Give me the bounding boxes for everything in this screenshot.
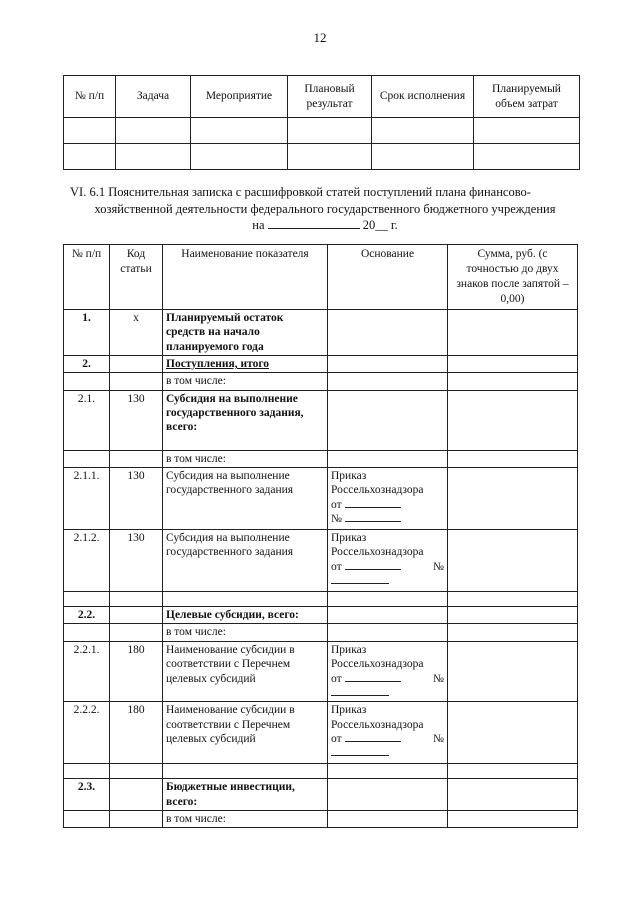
table-cell[interactable] [288,144,372,170]
row-sum[interactable] [448,373,578,390]
table-row [64,702,578,764]
col-header-name: Наименование показателя [163,245,328,310]
row-name: Планируемый остаток средств на начало планируемого года [163,309,328,355]
row-sum[interactable] [448,309,578,355]
row-code: 180 [110,641,163,702]
table-cell[interactable] [64,118,116,144]
row-code [110,373,163,390]
date-blank-field[interactable] [268,219,360,229]
basis-order: Приказ Россельхознадзора [331,704,424,731]
number-blank-field[interactable] [345,512,401,522]
table-cell[interactable] [372,118,474,144]
table-row [64,624,578,641]
date-blank-field[interactable] [345,498,401,508]
row-basis[interactable] [328,450,448,467]
table-cell[interactable] [64,144,116,170]
row-basis[interactable] [328,624,448,641]
row-sum[interactable] [448,450,578,467]
col-header-task: Задача [116,76,191,118]
activities-table [63,75,580,170]
income-explanation-table [63,244,578,828]
basis-number [331,746,444,760]
row-basis[interactable] [328,811,448,828]
basis-no-label: № [331,513,342,526]
table-row [64,355,578,372]
basis-date [331,672,444,686]
table-cell[interactable] [191,118,288,144]
row-sum[interactable] [448,592,578,607]
table-cell[interactable] [116,118,191,144]
row-num: 2. [64,355,110,372]
row-code [110,450,163,467]
row-basis[interactable] [328,390,448,450]
row-num [64,764,110,779]
row-code [110,811,163,828]
row-sum[interactable] [448,702,578,764]
table-row [64,468,578,530]
basis-no-label: № [433,672,444,685]
row-name: Целевые субсидии, всего: [163,607,328,624]
col-header-code: Код статьи [110,245,163,310]
activities-table-header [64,76,580,118]
row-sum[interactable] [448,607,578,624]
table-row [64,309,578,355]
table-cell[interactable] [116,144,191,170]
col-header-result: Плановый результат [288,76,372,118]
row-sum[interactable] [448,779,578,811]
table-row [64,811,578,828]
col-header-measure: Мероприятие [191,76,288,118]
row-name: Субсидия на выполнение государственного задания [163,468,328,530]
table-row [64,144,580,170]
row-basis[interactable] [328,355,448,372]
basis-date [331,732,444,746]
row-name: в том числе: [163,811,328,828]
table-row [64,641,578,702]
income-table-header [64,245,578,310]
row-code: х [110,309,163,355]
row-basis[interactable] [328,373,448,390]
row-name: Поступления, итого [163,355,328,372]
basis-from-label: от [331,498,342,511]
row-code [110,592,163,607]
row-num: 2.2.2. [64,702,110,764]
row-basis [328,530,448,592]
number-blank-field[interactable] [331,574,389,584]
row-num: 2.1. [64,390,110,450]
basis-date [331,498,444,512]
row-basis [328,641,448,702]
row-code: 130 [110,530,163,592]
basis-date [331,560,444,574]
basis-number [331,512,444,526]
col-header-basis: Основание [328,245,448,310]
row-name [163,764,328,779]
caption-year: 20__ г. [362,218,398,232]
basis-from-label: от [331,733,342,745]
row-sum[interactable] [448,390,578,450]
row-basis[interactable] [328,309,448,355]
col-header-num: № п/п [64,245,110,310]
table-row [64,450,578,467]
row-name: Субсидия на выполнение государственного задания [163,530,328,592]
caption-line-2: хозяйственной деятельности федерального государственного бюджетного учреждения [94,201,556,216]
row-name: в том числе: [163,373,328,390]
row-num: 2.2. [64,607,110,624]
table-cell[interactable] [288,118,372,144]
caption-line-3 [70,217,580,234]
basis-number [331,686,444,700]
number-blank-field[interactable] [331,686,389,696]
col-header-num: № п/п [64,76,116,118]
row-num: 2.1.1. [64,468,110,530]
row-name: Наименование субсидии в соответствии с Перечнем целевых субсидий [163,641,328,702]
row-sum[interactable] [448,624,578,641]
row-sum[interactable] [448,355,578,372]
row-num [64,450,110,467]
row-basis [328,468,448,530]
row-num: 1. [64,309,110,355]
caption-prefix: на [252,218,265,232]
row-code: 180 [110,702,163,764]
table-row [64,607,578,624]
row-num [64,373,110,390]
row-name: в том числе: [163,624,328,641]
row-basis[interactable] [328,779,448,811]
section-caption [70,184,580,234]
table-cell[interactable] [372,144,474,170]
basis-number [331,574,444,588]
basis-no-label: № [433,560,444,573]
basis-no-label: № [433,733,444,745]
row-basis [328,702,448,764]
row-sum[interactable] [448,468,578,530]
row-name [163,592,328,607]
table-cell[interactable] [474,118,580,144]
row-num [64,592,110,607]
row-num: 2.1.2. [64,530,110,592]
row-sum[interactable] [448,641,578,702]
row-num [64,624,110,641]
row-code: 130 [110,468,163,530]
col-header-cost: Планируемый объем затрат [474,76,580,118]
row-basis[interactable] [328,607,448,624]
table-row [64,779,578,811]
date-blank-field[interactable] [345,672,401,682]
table-row [64,764,578,779]
row-basis[interactable] [328,764,448,779]
page-number: 12 [313,30,327,45]
row-name: Наименование субсидии в соответствии с Перечнем целевых субсидий [163,702,328,764]
table-row [64,373,578,390]
row-code: 130 [110,390,163,450]
row-num: 2.2.1. [64,641,110,702]
basis-order: Приказ Россельхознадзора [331,470,424,497]
basis-from-label: от [331,560,342,573]
date-blank-field[interactable] [345,560,401,570]
row-code [110,624,163,641]
row-num [64,811,110,828]
basis-order: Приказ Россельхознадзора [331,643,424,671]
table-row [64,118,580,144]
table-row [64,390,578,450]
row-sum[interactable] [448,764,578,779]
basis-order: Приказ Россельхознадзора [331,532,424,559]
row-code [110,355,163,372]
row-sum[interactable] [448,530,578,592]
table-row [64,530,578,592]
table-cell[interactable] [191,144,288,170]
table-row [64,592,578,607]
row-name: Субсидия на выполнение государственного задания, всего: [163,390,328,450]
row-basis[interactable] [328,592,448,607]
col-header-sum: Сумма, руб. (с точностью до двух знаков после запятой – 0,00) [448,245,578,310]
table-cell[interactable] [474,144,580,170]
row-sum[interactable] [448,811,578,828]
caption-line-1: VI. 6.1 Пояснительная записка с расшифровкой статей поступлений плана финансово- [70,185,531,199]
basis-from-label: от [331,672,342,685]
row-name: Бюджетные инвестиции, всего: [163,779,328,811]
row-code [110,779,163,811]
number-blank-field[interactable] [331,746,389,756]
date-blank-field[interactable] [345,732,401,742]
row-code [110,764,163,779]
col-header-deadline: Срок исполнения [372,76,474,118]
row-num: 2.3. [64,779,110,811]
row-code [110,607,163,624]
row-name: в том числе: [163,450,328,467]
